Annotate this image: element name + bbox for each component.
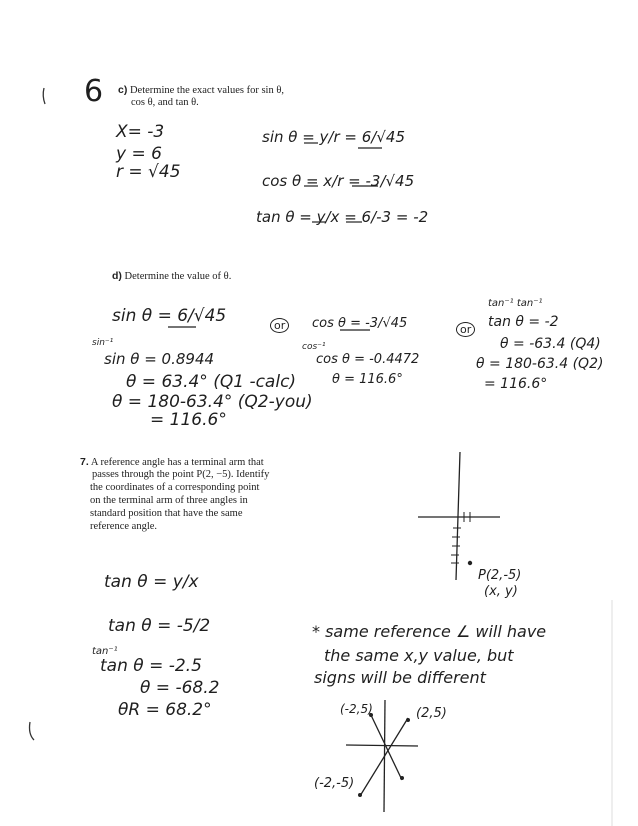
point-label-2-5: (2,5) <box>416 706 447 721</box>
point-p-label: P(2,-5) <box>478 568 522 583</box>
margin-mark-top <box>43 88 45 104</box>
plot-point-p <box>418 452 500 580</box>
d-col1-l2: sin θ = 0.8944 <box>104 350 215 368</box>
q7-prompt-line-6: reference angle. <box>90 521 158 532</box>
part-d-prompt <box>112 270 231 283</box>
q7-label: 7. <box>80 456 89 468</box>
q7-work-note: tan⁻¹ <box>92 646 118 657</box>
q7-note-l1: * same reference ∠ will have <box>312 622 547 641</box>
part-d-label: d) <box>112 270 122 282</box>
d-col3-l1: tan θ = -2 <box>488 314 559 330</box>
q7-prompt-line-1: 7. A reference angle has a terminal arm that <box>80 456 264 468</box>
part-c-label: c) <box>118 84 128 96</box>
d-col1-l3: θ = 63.4° (Q1 -calc) <box>126 372 297 392</box>
q7-prompt-line-4: on the terminal arm of three angles in <box>90 495 248 506</box>
q7-work-l4: θ = -68.2 <box>140 678 220 698</box>
d-col3-l3: θ = 180-63.4 (Q2) <box>476 356 604 372</box>
sin-theta-line: sin θ = y/r = 6/√45 <box>262 128 405 146</box>
d-col3-top: tan⁻¹ tan⁻¹ <box>488 298 543 309</box>
q7-note-l3: signs will be different <box>314 668 486 687</box>
tan-theta-line: tan θ = y/x = 6/-3 = -2 <box>256 208 429 226</box>
or-marker-2: or <box>456 318 475 337</box>
q7-work-l2: tan θ = -5/2 <box>108 616 211 636</box>
point-label-neg2-neg5: (-2,-5) <box>314 776 355 791</box>
q7-work-l5: θR = 68.2° <box>118 700 212 720</box>
part-d-prompt-text: Determine the value of θ. <box>124 271 232 282</box>
point-p-sub: (x, y) <box>484 584 518 599</box>
d-col2-note: cos⁻¹ <box>302 342 326 352</box>
cos-theta-line: cos θ = x/r = -3/√45 <box>262 172 415 190</box>
d-col2-l3: θ = 116.6° <box>332 372 403 387</box>
d-col1-l4: θ = 180-63.4° (Q2-you) <box>112 392 313 412</box>
q7-prompt-line-3: the coordinates of a corresponding point <box>90 482 260 493</box>
margin-mark-bottom <box>30 722 35 740</box>
d-col1-l5: = 116.6° <box>150 410 227 430</box>
given-y: y = 6 <box>116 144 162 164</box>
q7-work-l1: tan θ = y/x <box>104 572 199 592</box>
q7-prompt-line-2: passes through the point P(2, −5). Identify <box>92 469 270 480</box>
d-col2-l1: cos θ = -3/√45 <box>312 316 408 331</box>
given-x: X= -3 <box>116 122 165 142</box>
d-col3-l2: θ = -63.4 (Q4) <box>500 336 601 352</box>
q7-prompt-line-5: standard position that have the same <box>90 508 243 519</box>
or-marker-1: or <box>270 314 289 333</box>
part-c-prompt <box>118 84 284 97</box>
d-col2-l2: cos θ = -0.4472 <box>316 352 420 367</box>
x-diagram <box>346 700 418 812</box>
given-r: r = √45 <box>116 162 181 182</box>
part-c-prompt-line2: cos θ, and tan θ. <box>131 97 199 108</box>
d-col1-note: sin⁻¹ <box>92 338 114 348</box>
q7-note-l2: the same x,y value, but <box>324 646 514 665</box>
q7-work-l3: tan θ = -2.5 <box>100 656 202 676</box>
part-c-prompt-line1: Determine the exact values for sin θ, <box>129 85 284 96</box>
d-col1-l1: sin θ = 6/√45 <box>112 306 227 326</box>
d-col3-l4: = 116.6° <box>484 376 548 392</box>
point-label-neg2-5: (-2,5) <box>340 702 373 716</box>
question-number: 6 <box>84 74 104 109</box>
